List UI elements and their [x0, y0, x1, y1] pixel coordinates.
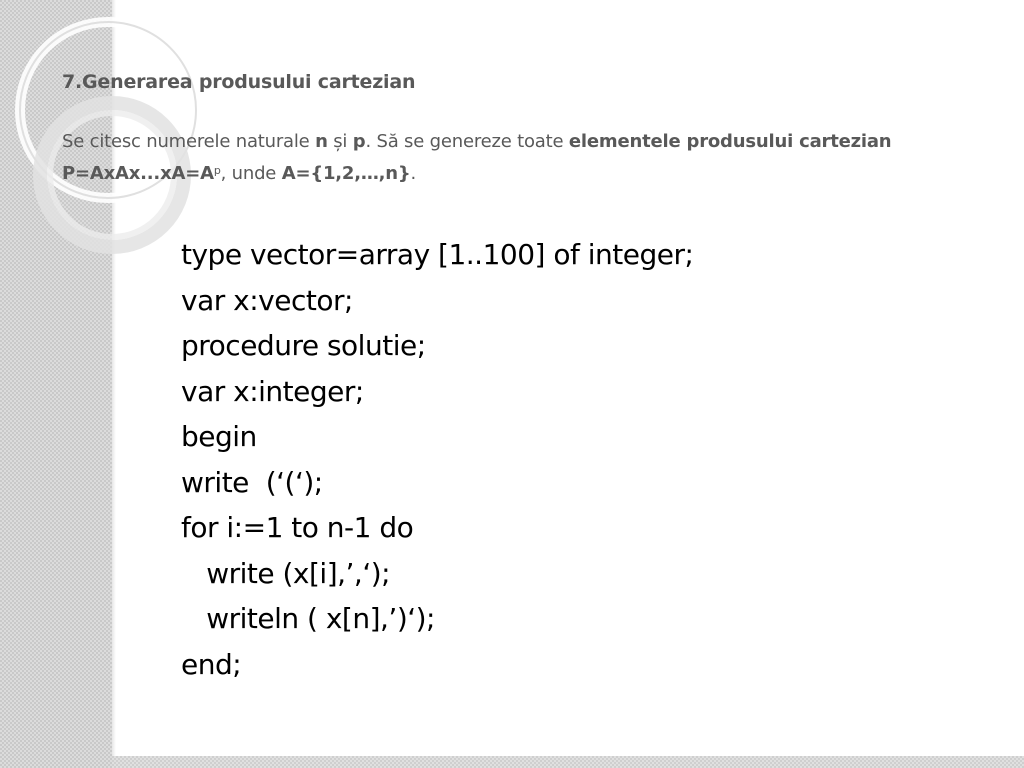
desc-superscript: p [213, 164, 221, 177]
desc-text-1: Se citesc numerele naturale [62, 131, 316, 152]
desc-bold-set: A={1,2,…,n} [281, 163, 411, 184]
bottom-decorative-band [112, 756, 1024, 768]
code-line: var x:vector; [181, 283, 353, 317]
desc-text-2: și [327, 131, 353, 152]
desc-text-5: . [410, 163, 417, 184]
code-line: write (‘(‘); [181, 465, 323, 499]
code-line: write (x[i],’,‘); [181, 556, 391, 590]
code-line: writeln ( x[n],’)‘); [181, 602, 435, 635]
code-line: for i:=1 to n-1 do [181, 511, 414, 544]
code-listing [181, 232, 693, 687]
code-line: end; [181, 647, 242, 681]
problem-statement [62, 127, 962, 188]
header-block [62, 68, 962, 188]
desc-bold-product: elementele produsului cartezian P=AxAx...xA=A [62, 131, 892, 184]
code-line: type vector=array [1..100] of integer; [181, 238, 694, 271]
desc-text-4: , unde [220, 163, 282, 184]
desc-bold-n: n [315, 131, 328, 152]
code-line: var x:integer; [181, 374, 364, 408]
slide-title: 7.Generarea produsului cartezian [62, 71, 416, 93]
desc-text-3: . Să se genereze toate [365, 131, 569, 152]
code-line: procedure solutie; [181, 329, 426, 362]
desc-bold-p: p [352, 131, 366, 152]
code-line: begin [181, 420, 257, 453]
